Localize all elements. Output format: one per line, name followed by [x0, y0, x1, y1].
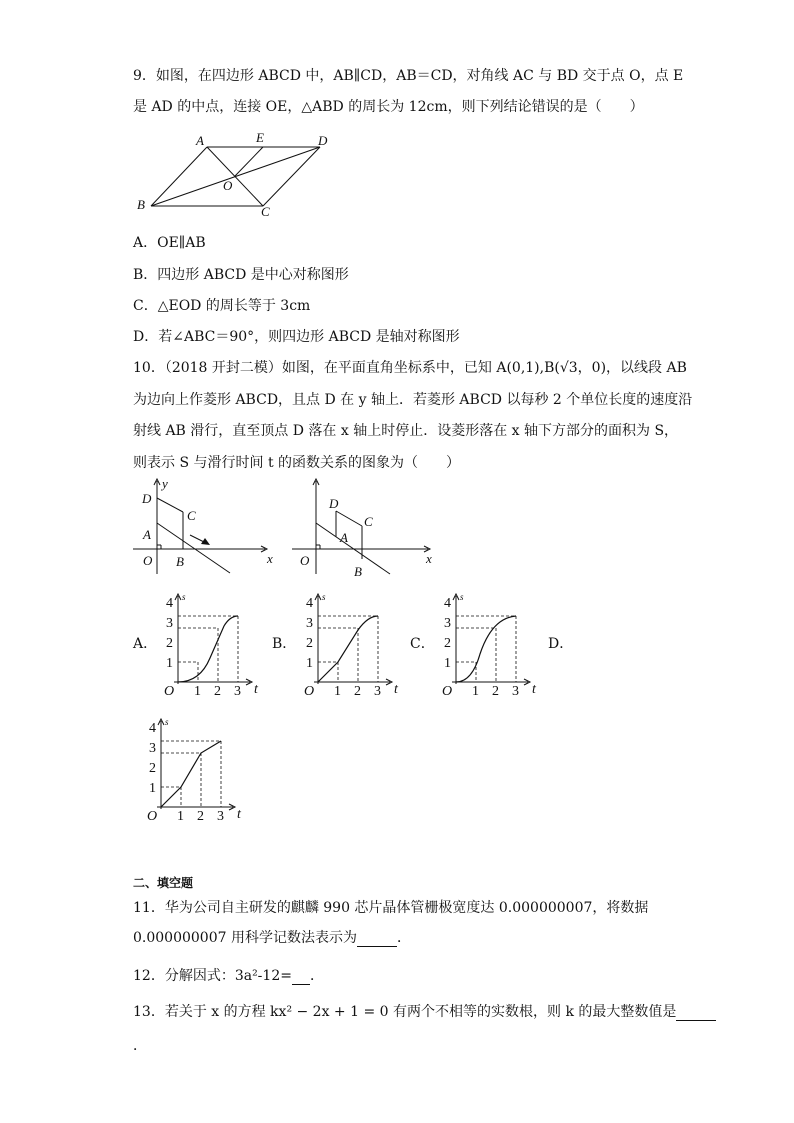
- y-tick-1: 1: [166, 656, 173, 671]
- q9-label-d: D: [318, 133, 328, 148]
- q10-line1: 10．（2018 开封二模）如图，在平面直角坐标系中，已知 A(0,1),B(√3，0)，以线段 AB: [133, 360, 687, 376]
- fig2-label-o: O: [300, 553, 310, 568]
- y-tick-4: 4: [166, 596, 173, 611]
- origin-label: O: [304, 684, 315, 699]
- y-tick-1: 1: [149, 781, 156, 796]
- q9-label-e: E: [256, 130, 264, 145]
- q12-end: ．: [309, 968, 324, 984]
- fig1-label-o: O: [143, 553, 153, 568]
- fig1-label-d: D: [142, 491, 152, 506]
- y-tick-1: 1: [306, 656, 313, 671]
- x-axis-label: t: [254, 682, 258, 697]
- q12-text: 12．分解因式：3a²-12=: [133, 968, 292, 984]
- fig1-label-b: B: [176, 554, 184, 569]
- y-axis-label: s: [165, 717, 169, 727]
- fig2-label-a: A: [340, 530, 348, 545]
- y-tick-3: 3: [166, 616, 173, 631]
- y-tick-2: 2: [149, 761, 156, 776]
- x-tick-2: 2: [197, 809, 204, 824]
- y-tick-3: 3: [306, 616, 313, 631]
- q11-end: ．: [396, 930, 411, 946]
- q9-label-b: B: [137, 197, 145, 212]
- y-axis-label: s: [460, 592, 464, 602]
- y-tick-4: 4: [306, 596, 313, 611]
- q9-option-c: C．△EOD 的周长等于 3cm: [133, 298, 311, 314]
- function-curve: [178, 616, 238, 682]
- fig1-label-a: A: [143, 527, 151, 542]
- graph-option-b: [290, 588, 405, 700]
- x-tick-1: 1: [334, 684, 341, 699]
- graph-option-c: [428, 588, 543, 700]
- y-tick-1: 1: [444, 656, 451, 671]
- origin-label: O: [442, 684, 453, 699]
- x-tick-2: 2: [214, 684, 221, 699]
- y-tick-4: 4: [149, 721, 156, 736]
- q11-line1: 11．华为公司自主研发的麒麟 990 芯片晶体管栅极宽度达 0.000000007，将数据: [133, 900, 649, 916]
- q13-line2: ．: [133, 1038, 147, 1054]
- origin-label: O: [147, 809, 158, 824]
- x-axis-label: t: [394, 682, 398, 697]
- fig2-label-b: B: [354, 564, 362, 579]
- x-tick-3: 3: [217, 809, 224, 824]
- fig1-label-x: x: [267, 551, 273, 566]
- function-curve: [318, 616, 378, 682]
- graph-option-a: [150, 588, 265, 700]
- x-tick-2: 2: [354, 684, 361, 699]
- fig2-label-x: x: [426, 551, 432, 566]
- q13-text: 13．若关于 x 的方程 kx² − 2x + 1 = 0 有两个不相等的实数根，则 k 的最大整数值是: [133, 1004, 677, 1020]
- q10-option-c-letter: C．: [410, 636, 435, 652]
- x-tick-2: 2: [492, 684, 499, 699]
- q9-stem-line2: 是 AD 的中点，连接 OE，△ABD 的周长为 12cm，则下列结论错误的是（ ）: [133, 99, 644, 115]
- fig2-label-c: C: [364, 514, 373, 529]
- q11-answer-blank[interactable]: [357, 932, 397, 947]
- x-axis-label: t: [532, 682, 536, 697]
- q9-stem-line1: 9．如图，在四边形 ABCD 中，AB∥CD，AB＝CD，对角线 AC 与 BD 交于点 O，点 E: [133, 68, 684, 84]
- section-2-title: 二、填空题: [133, 876, 194, 890]
- q11-text: 0.000000007 用科学记数法表示为: [133, 930, 357, 946]
- q9-option-d: D．若∠ABC＝90°，则四边形 ABCD 是轴对称图形: [133, 329, 460, 345]
- y-tick-4: 4: [444, 596, 451, 611]
- q10-line4: 则表示 S 与滑行时间 t 的函数关系的图象为（ ）: [133, 455, 461, 471]
- fig1-label-y: y: [162, 476, 168, 491]
- x-tick-1: 1: [194, 684, 201, 699]
- q9-label-a: A: [196, 133, 204, 148]
- q9-label-o: O: [223, 178, 233, 193]
- function-curve: [456, 616, 516, 682]
- q9-option-b: B．四边形 ABCD 是中心对称图形: [133, 267, 349, 283]
- graph-option-d: [133, 713, 248, 825]
- q10-line2: 为边向上作菱形 ABCD，且点 D 在 y 轴上．若菱形 ABCD 以每秒 2 个单位长度的速度沿: [133, 392, 693, 408]
- q12-line: [133, 967, 324, 985]
- y-axis-label: s: [322, 592, 326, 602]
- fig2-label-d: D: [329, 496, 339, 511]
- function-curve: [161, 741, 221, 807]
- y-tick-2: 2: [166, 636, 173, 651]
- fig1-label-c: C: [187, 508, 196, 523]
- y-tick-3: 3: [149, 741, 156, 756]
- x-tick-3: 3: [374, 684, 381, 699]
- y-tick-3: 3: [444, 616, 451, 631]
- q10-option-b-letter: B．: [272, 636, 297, 652]
- x-tick-3: 3: [512, 684, 519, 699]
- x-tick-3: 3: [234, 684, 241, 699]
- y-axis-label: s: [182, 592, 186, 602]
- x-axis-label: t: [237, 807, 241, 822]
- q9-label-c: C: [261, 204, 270, 219]
- y-tick-2: 2: [444, 636, 451, 651]
- q10-line3: 射线 AB 滑行，直至顶点 D 落在 x 轴上时停止．设菱形落在 x 轴下方部分的面积为 S，: [133, 423, 679, 439]
- y-tick-2: 2: [306, 636, 313, 651]
- q13-answer-blank[interactable]: [676, 1006, 716, 1021]
- q11-line2: [133, 929, 411, 947]
- x-tick-1: 1: [472, 684, 479, 699]
- q9-option-a: A．OE∥AB: [133, 235, 206, 251]
- q12-answer-blank[interactable]: [292, 970, 310, 985]
- q10-option-a-letter: A．: [133, 636, 158, 652]
- q10-option-d-letter: D．: [548, 636, 574, 652]
- q13-line1: [133, 1003, 716, 1021]
- origin-label: O: [164, 684, 175, 699]
- x-tick-1: 1: [177, 809, 184, 824]
